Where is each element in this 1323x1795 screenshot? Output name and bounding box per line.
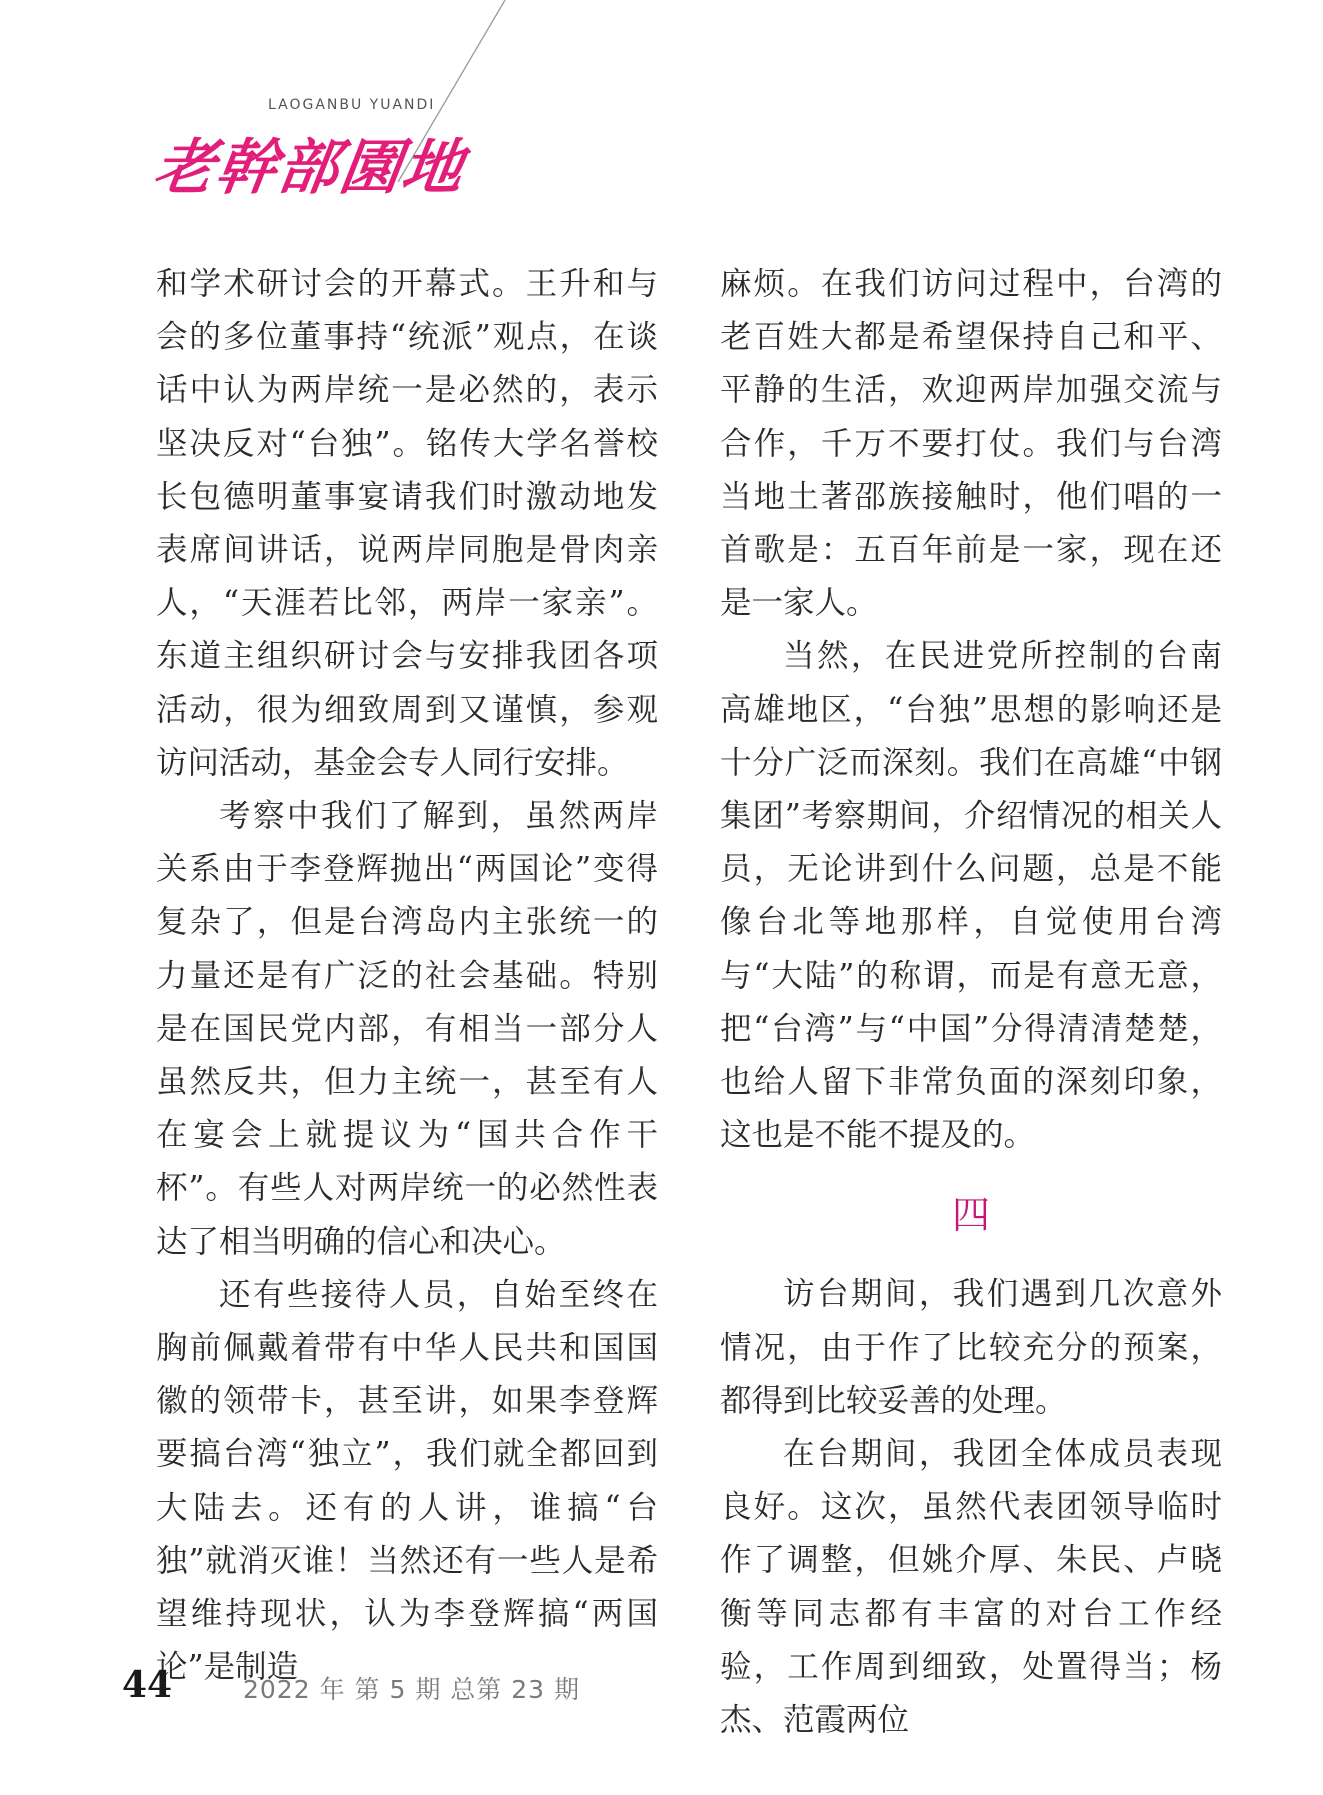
section-heading: 四 (951, 1193, 990, 1238)
article-paragraph: 麻烦。在我们访问过程中，台湾的老百姓大都是希望保持自己和平、平静的生活，欢迎两岸加强交流与合作，千万不要打仗。我们与台湾当地土著邵族接触时，他们唱的一首歌是：五百年前是一家，现在还是一家人。 (720, 266, 1222, 622)
magazine-name-english: LAOGANBU YUANDI (268, 97, 436, 113)
article-column-right (720, 258, 1222, 1747)
issue-info: 2022 年 第 5 期 总第 23 期 (243, 1675, 580, 1704)
page-number: 44 (122, 1664, 173, 1706)
article-paragraph: 当然，在民进党所控制的台南高雄地区，“台独”思想的影响还是十分广泛而深刻。我们在高雄“中钢集团”考察期间，介绍情况的相关人员，无论讲到什么问题，总是不能像台北等地那样，自觉使用台湾与“大陆”的称谓，而是有意无意，把“台湾”与“中国”分得清清楚楚，也给人留下非常负面的深刻印象，这也是不能不提及的。 (720, 638, 1222, 1154)
article-paragraph: 在台期间，我团全体成员表现良好。这次，虽然代表团领导临时作了调整，但姚介厚、朱民、卢晓衡等同志都有丰富的对台工作经验，工作周到细致，处置得当；杨杰、范霞两位 (720, 1436, 1222, 1739)
article-column-left (156, 258, 658, 1694)
article-paragraph: 和学术研讨会的开幕式。王升和与会的多位董事持“统派”观点，在谈话中认为两岸统一是必然的，表示坚决反对“台独”。铭传大学名誉校长包德明董事宴请我们时激动地发表席间讲话，说两岸同胞是骨肉亲人，“天涯若比邻，两岸一家亲”。东道主组织研讨会与安排我团各项活动，很为细致周到又谨慎，参观访问活动，基金会专人同行安排。 (156, 266, 658, 781)
article-paragraph: 还有些接待人员，自始至终在胸前佩戴着带有中华人民共和国国徽的领带卡，甚至讲，如果李登辉要搞台湾“独立”，我们就全都回到大陆去。还有的人讲，谁搞“台独”就消灭谁！当然还有一些人是希望维持现状，认为李登辉搞“两国论”是制造 (156, 1276, 658, 1686)
magazine-logo-calligraphy: 老幹部園地 (149, 133, 470, 203)
article-paragraph: 考察中我们了解到，虽然两岸关系由于李登辉抛出“两国论”变得复杂了，但是台湾岛内主张统一的力量还是有广泛的社会基础。特别是在国民党内部，有相当一部分人虽然反共，但力主统一，甚至有人在宴会上就提议为“国共合作干杯”。有些人对两岸统一的必然性表达了相当明确的信心和决心。 (156, 798, 658, 1260)
article-paragraph: 访台期间，我们遇到几次意外情况，由于作了比较充分的预案，都得到比较妥善的处理。 (720, 1276, 1222, 1419)
